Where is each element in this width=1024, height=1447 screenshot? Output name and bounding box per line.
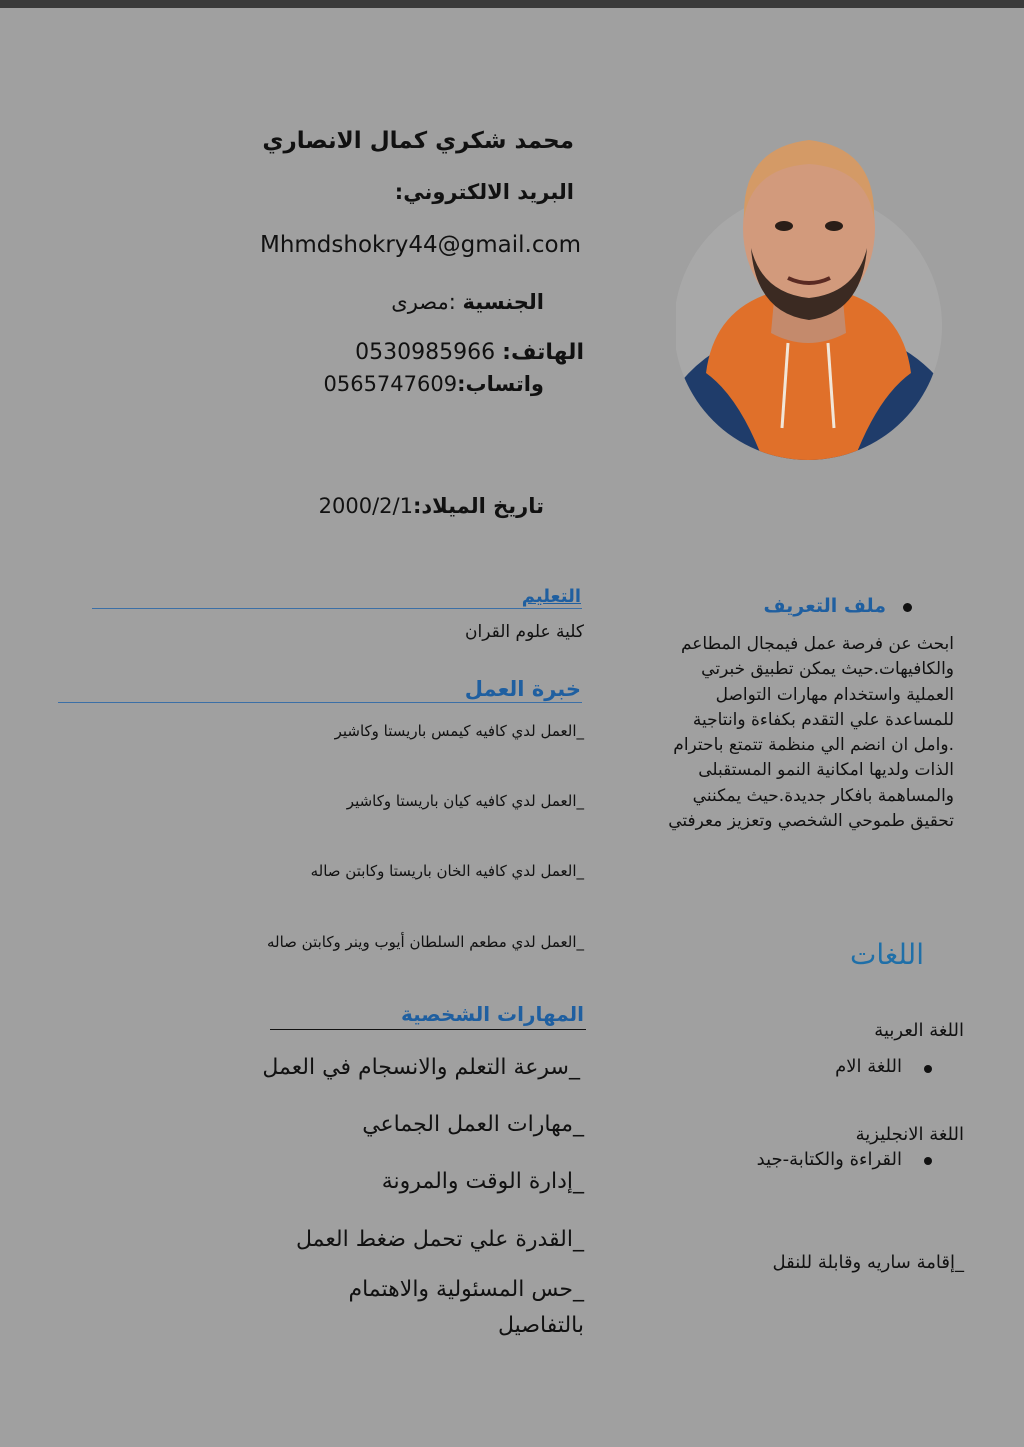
date-of-birth	[319, 494, 544, 518]
nationality-value: :مصرى	[391, 290, 456, 314]
email-label: البريد الالكتروني:	[394, 180, 574, 204]
language-arabic: اللغة العربية	[874, 1020, 964, 1041]
skills-title: المهارات الشخصية	[400, 1002, 584, 1026]
language-english: اللغة الانجليزية	[855, 1124, 964, 1145]
person-name: محمد شكري كمال الانصاري	[262, 128, 574, 154]
work-item: _العمل لدي كافيه كيان باريستا وكاشير	[346, 792, 584, 810]
work-item: _العمل لدي كافيه كيمس باريستا وكاشير	[334, 722, 584, 740]
nationality-label: الجنسية	[462, 290, 544, 314]
profile-photo	[676, 128, 946, 468]
dob-value: 2000/2/1	[318, 494, 413, 518]
education-divider	[92, 608, 582, 609]
email-value: Mhmdshokry44@gmail.com	[259, 232, 581, 258]
education-item: كلية علوم القران	[465, 622, 584, 642]
bullet-icon	[924, 1157, 932, 1165]
whatsapp	[323, 372, 544, 396]
residence-status: _إقامة ساريه وقابلة للنقل	[772, 1252, 964, 1273]
profile-text: ابحث عن فرصة عمل فيمجال المطاعم والكافيهات.حيث يمكن تطبيق خبرتي العملية واستخدام مهارات التواصل للمساعدة علي التقدم بكفاءة وانتاجية .وامل ان انضم الي منظمة تتمتع باحترام الذات ولديها امكانية النمو المستقبلى والمساهمة بافكار جديدة.حيث يمكنني تحقيق طموحي الشخصي وتعزيز معرفتي	[668, 634, 954, 832]
work-experience-divider	[58, 702, 582, 703]
bullet-icon	[924, 1065, 932, 1073]
profile-title: ملف التعريف	[763, 595, 886, 617]
skill-item: _مهارات العمل الجماعي	[362, 1112, 584, 1137]
phone	[355, 340, 584, 365]
work-item: _العمل لدي كافيه الخان باريستا وكابتن صاله	[310, 862, 584, 880]
skill-item: _سرعة التعلم والانسجام في العمل	[262, 1055, 580, 1080]
work-item: _العمل لدي مطعم السلطان أيوب وينر وكابتن صاله	[266, 933, 584, 951]
nationality	[391, 290, 544, 314]
skills-divider	[270, 1029, 586, 1030]
eye-right	[825, 221, 843, 231]
work-experience-title: خبرة العمل	[464, 677, 581, 701]
languages-title: اللغات	[850, 938, 924, 971]
phone-label: الهاتف:	[502, 340, 584, 365]
phone-value: 0530985966	[355, 340, 496, 365]
language-english-level: القراءة والكتابة-جيد	[756, 1149, 902, 1170]
top-bar	[0, 0, 1024, 8]
whatsapp-value: 0565747609	[323, 372, 458, 396]
eye-left	[775, 221, 793, 231]
skill-item: _إدارة الوقت والمرونة	[381, 1169, 584, 1194]
skill-item: _حس المسئولية والاهتمام بالتفاصيل	[348, 1277, 584, 1338]
profile-bullet-icon	[903, 603, 912, 612]
language-arabic-level: اللغة الام	[835, 1056, 902, 1077]
whatsapp-label: واتساب:	[457, 372, 544, 396]
education-title: التعليم	[521, 586, 581, 607]
skill-item: _القدرة علي تحمل ضغط العمل	[295, 1227, 584, 1252]
dob-label: تاريخ الميلاد:	[412, 494, 544, 518]
